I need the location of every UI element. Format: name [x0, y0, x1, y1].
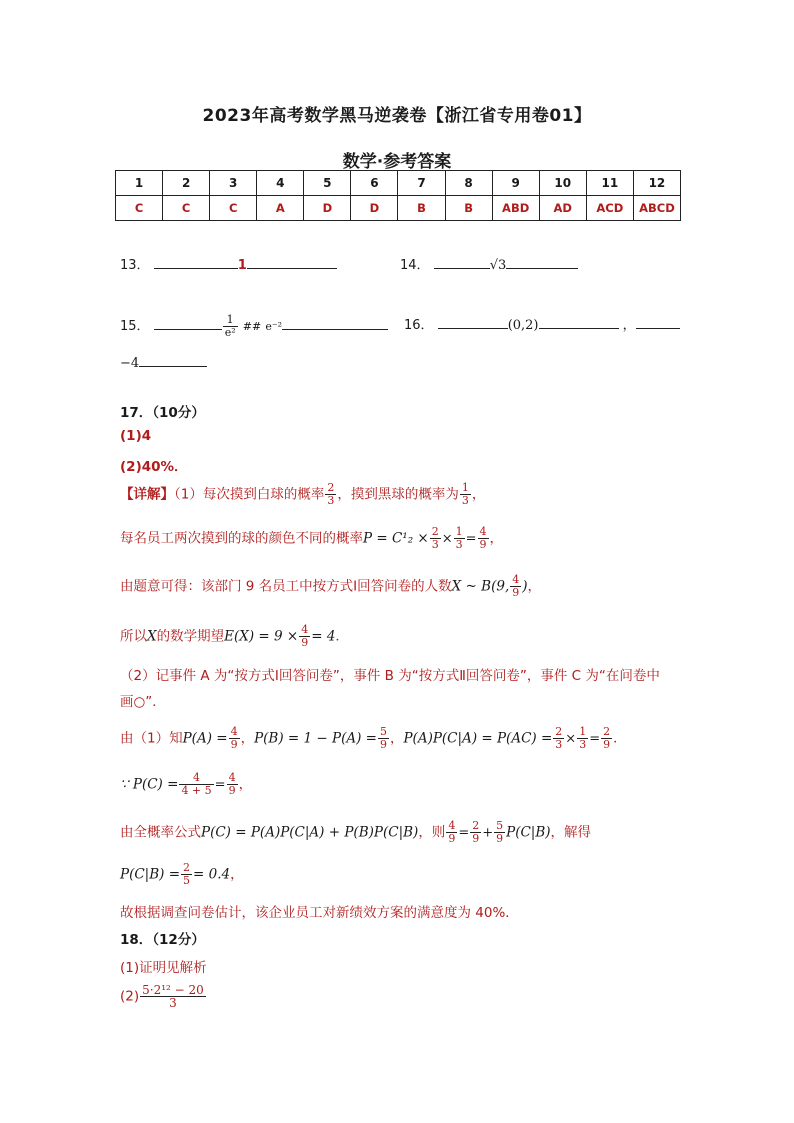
q16-second-answer: −4 — [120, 356, 140, 371]
q15-label: 15． — [120, 319, 150, 334]
q13-label: 13． — [120, 258, 150, 273]
q16-answer: (0,2) — [507, 318, 539, 333]
answer-table-number-cell: 12 — [633, 171, 680, 196]
q18-answer-1: (1)证明见解析 — [120, 960, 207, 976]
answer-table-key-cell: D — [351, 196, 398, 221]
answer-table-number-cell: 1 — [116, 171, 163, 196]
answer-table-key-cell: A — [257, 196, 304, 221]
answer-table-number-cell: 8 — [445, 171, 492, 196]
q15-second-answer: e⁻² — [265, 320, 283, 333]
answer-table-key-cell: ABD — [492, 196, 539, 221]
answer-table-key-cell: C — [210, 196, 257, 221]
q18-header: 18．（12分） — [120, 932, 205, 948]
answer-table — [115, 170, 681, 221]
q17-detail-line-6: 画○”． — [120, 694, 166, 710]
q16-second-line — [120, 352, 207, 371]
answer-table-key-row — [116, 196, 681, 221]
answer-table-number-cell: 4 — [257, 171, 304, 196]
q17-detail-line-7: 由（1）知P(A) = $\frac{4}{9}$ ，P(B) = 1 − P(A) = $\frac{5}{9}$ ，P(A)P(C|A) = P(AC) = $\frac{2}{3}$ × $\frac{1}{3}$ = $\frac{2}{9}$ ． — [120, 725, 627, 751]
detail-label: 【详解】 — [120, 486, 174, 503]
q17-detail-line-9: 由全概率公式P(C) = P(A)P(C|A) + P(B)P(C|B)，则 $\frac{4}{9}$ = $\frac{2}{9}$ + $\frac{5}{9}$ P(C|B)，解得 — [120, 819, 592, 845]
q17-detail-line-8: ∵ P(C) = $\frac{4}{4 + 5}$ = $\frac{4}{9}$ ， — [120, 771, 253, 797]
answer-table-key-cell: ACD — [586, 196, 633, 221]
answer-table-key-cell: AD — [539, 196, 586, 221]
q17-conclusion: 故根据调查问卷估计，该企业员工对新绩效方案的满意度为 40%． — [120, 905, 519, 921]
q16-label: 16． — [404, 318, 434, 333]
answer-table-number-cell: 9 — [492, 171, 539, 196]
page-subtitle: 数学·参考答案 — [342, 152, 452, 172]
answer-table-number-cell: 10 — [539, 171, 586, 196]
q17-detail-line-2: 每名员工两次摸到的球的颜色不同的概率P = C¹₂ × $\frac{2}{3}$ × $\frac{1}{3}$ = $\frac{4}{9}$ ， — [120, 525, 504, 551]
answer-table-number-cell: 6 — [351, 171, 398, 196]
q17-answer-2: (2)40%． — [120, 459, 188, 475]
q15-separator: ## — [242, 320, 262, 333]
q17-detail-line-10: P(C|B) = $\frac{2}{5}$ = 0.4， — [120, 861, 244, 887]
answer-table-key-cell: B — [398, 196, 445, 221]
answer-table-key-cell: B — [445, 196, 492, 221]
q17-answer-1: (1)4 — [120, 428, 152, 444]
q17-detail-line-5: （2）记事件 A 为“按方式Ⅰ回答问卷”，事件 B 为“按方式Ⅱ回答问卷”，事件 C 为“在问卷中 — [120, 668, 660, 684]
q17-detail-line-3: 由题意可得：该部门 9 名员工中按方式Ⅰ回答问卷的人数X ~ B(9, $\frac{4}{9}$ )， — [120, 573, 542, 599]
q17-detail-line-4: 所以X的数学期望E(X) = 9 × $\frac{4}{9}$ = 4． — [120, 623, 349, 649]
answer-table-key-cell: C — [163, 196, 210, 221]
q13-line — [120, 254, 337, 273]
q16-line — [404, 314, 680, 333]
answer-table-number-cell: 11 — [586, 171, 633, 196]
answer-table-number-cell: 7 — [398, 171, 445, 196]
q14-answer: √3 — [489, 258, 507, 273]
answer-table-number-cell: 3 — [210, 171, 257, 196]
answer-table-header-row — [116, 171, 681, 196]
q13-answer: 1 — [237, 258, 247, 273]
q14-label: 14． — [400, 258, 430, 273]
q14-line — [400, 254, 578, 273]
q15-line — [120, 314, 388, 339]
answer-table-number-cell: 5 — [304, 171, 351, 196]
answer-table-key-cell: C — [116, 196, 163, 221]
answer-table-key-cell: ABCD — [633, 196, 680, 221]
q17-header: 17．（10分） — [120, 405, 205, 421]
q15-fraction: $\frac{1}{\text{e²}}$ — [224, 313, 236, 339]
answer-table-number-cell: 2 — [163, 171, 210, 196]
q17-detail-line-1: 【详解】（1）每次摸到白球的概率 $\frac{2}{3}$ ，摸到黑球的概率为 $\frac{1}{3}$ ， — [120, 481, 486, 507]
page-title: 2023年高考数学黑马逆袭卷【浙江省专用卷01】 — [202, 106, 592, 126]
answer-table-key-cell: D — [304, 196, 351, 221]
q18-answer-2: (2) $\frac{\text{5·2¹² − 20}}{3}$ — [120, 983, 204, 1010]
q16-comma: ， — [622, 318, 636, 333]
